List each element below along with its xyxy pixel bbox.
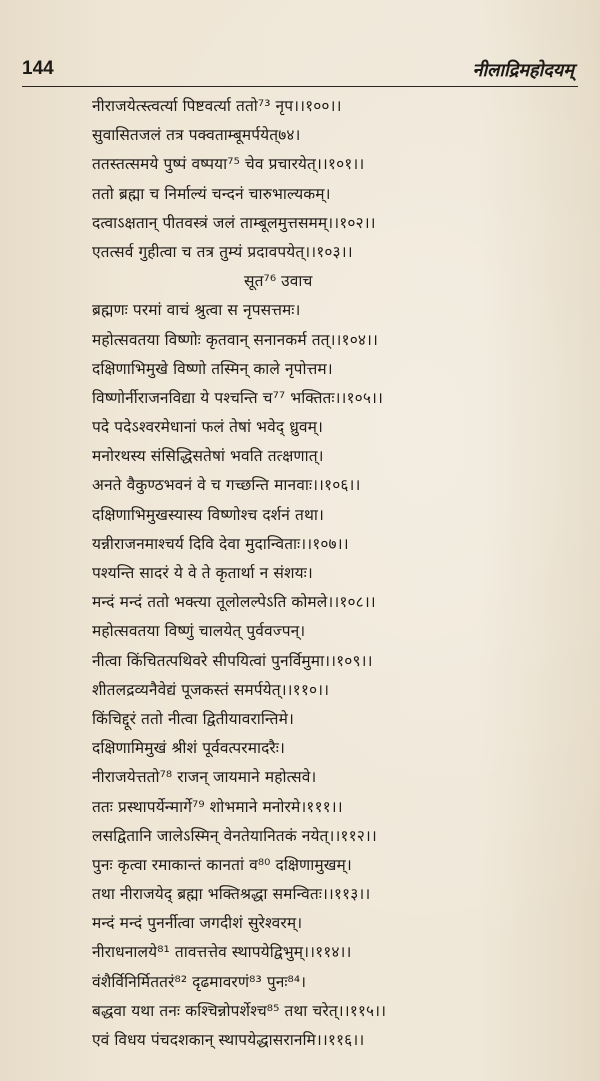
verse-line: मनोरथस्य संसिद्धिसतेषां भवति तत्क्षणात्।	[92, 447, 324, 466]
verse-line: नीराजयेत्स्त्वर्त्या पिष्टवर्त्या ततो⁷³ नृप।।१००।।	[92, 97, 342, 115]
verse-line: पदे पदेऽश्वरमेधानां फलं तेषां भवेद् ध्रुवम्।	[92, 418, 323, 437]
verse-line: तथा नीराजयेद् ब्रह्मा भक्तिश्रद्धा समन्वितः।।११३।।	[92, 885, 371, 904]
verse-line: मन्दं मन्दं ततो भक्त्या तूलोलल्पेऽति कोमले।।१०८।।	[92, 593, 376, 612]
verse-line: एवं विधय पंचदशकान् स्थापयेद्धासरानमि।।११६।।	[92, 1031, 365, 1049]
page-number: 144	[22, 58, 54, 79]
verse-line: दक्षिणाभिमुखस्यास्य विष्णोश्च दर्शनं तथा।	[92, 505, 324, 524]
verse-line: महोत्सवतया विष्णुं चालयेत् पुर्ववज्पन्।	[92, 622, 306, 641]
running-title: नीलाद्रिमहोदयम्	[472, 60, 574, 81]
verse-line: ब्रह्मणः परमां वाचं श्रुत्वा स नृपसत्तमः।	[92, 301, 301, 320]
verse-line: मन्दं मन्दं पुनर्नीत्वा जगदीशं सुरेश्वरम्।	[92, 914, 303, 933]
verse-line: किंचिद्दूरं ततो नीत्वा द्वितीयावरान्तिमे।	[92, 709, 294, 728]
verse-line: ततस्तत्समये पुष्पं वष्पया⁷⁵ चेव प्रचारयेत्।।१०१।।	[92, 155, 365, 174]
verse-line: नीत्वा किंचितत्पथिवरे सीपयित्वां पुनर्विमुमा।।१०९।।	[92, 651, 373, 670]
verse-line: नीराधनालये⁸¹ तावत्तत्तेव स्थापयेद्विभुम्।।११४।।	[92, 943, 352, 962]
verse-line: विष्णोर्नीराजनविद्या ये पश्चन्ति च⁷⁷ भक्तितः।।१०५।।	[92, 388, 383, 407]
verse-line: ततो ब्रह्मा च निर्माल्यं चन्दनं चारुभाल्यकम्।	[92, 184, 331, 203]
verse-line: दक्षिणामिमुखं श्रीशं पूर्ववत्परमादरैः।	[92, 739, 285, 758]
verse-line: वंशैर्विनिर्मिततरं⁸² दृढमावरणं⁸³ पुनः⁸⁴।	[92, 972, 307, 991]
verse-line: दक्षिणाभिमुखे विष्णो तस्मिन् काले नृपोत्तम।	[92, 359, 333, 378]
speaker-heading: सूत⁷⁶ उवाच	[244, 272, 313, 291]
header-rule	[22, 86, 578, 87]
verse-line: एतत्सर्व गुहीत्वा च तत्र तुम्यं प्रदावपयेत्।।१०३।।	[92, 242, 353, 261]
verse-line: ततः प्रस्थापर्येन्मार्गे⁷⁹ शोभमाने मनोरमे।१११।।	[92, 797, 343, 816]
verse-line: पश्यन्ति सादरं ये वे ते कृतार्था न संशयः।	[92, 564, 313, 582]
verse-line: नीराजयेत्ततो⁷⁸ राजन् जायमाने महोत्सवे।	[92, 768, 317, 787]
verse-line: पुनः कृत्वा रमाकान्तं कानतां व⁸⁰ दक्षिणामुखम्।	[92, 855, 352, 874]
page-header	[22, 58, 578, 84]
verse-line: सुवासितजलं तत्र पक्वताम्बूमर्पयेत्७४।	[92, 126, 301, 145]
verse-line: लसद्वितानि जालेऽस्मिन् वेनतेयानितकं नयेत्।।११२।।	[92, 826, 377, 845]
verse-line: शीतलद्रव्यनैवेद्यं पूजकस्तं समर्पयेत्।।११०।।	[92, 680, 330, 699]
verse-line: महोत्सवतया विष्णोः कृतवान् सनानकर्म तत्।।१०४।।	[92, 330, 378, 349]
verse-line: अनते वैकुण्ठभवनं वे च गच्छन्ति मानवाः।।१०६।।	[92, 476, 361, 495]
verse-line: यन्नीराजनमाश्चर्य दिवि देवा मुदान्विताः।।१०७।।	[92, 534, 349, 553]
verse-line: बद्धवा यथा तनः कश्चिन्नोपर्शेश्च⁸⁵ तथा चरेत्।।११५।।	[92, 1001, 387, 1020]
verse-block	[92, 92, 592, 1055]
verse-line: दत्वाऽक्षतान् पीतवस्त्रं जलं ताम्बूलमुत्तसमम्।।१०२।।	[92, 213, 376, 232]
